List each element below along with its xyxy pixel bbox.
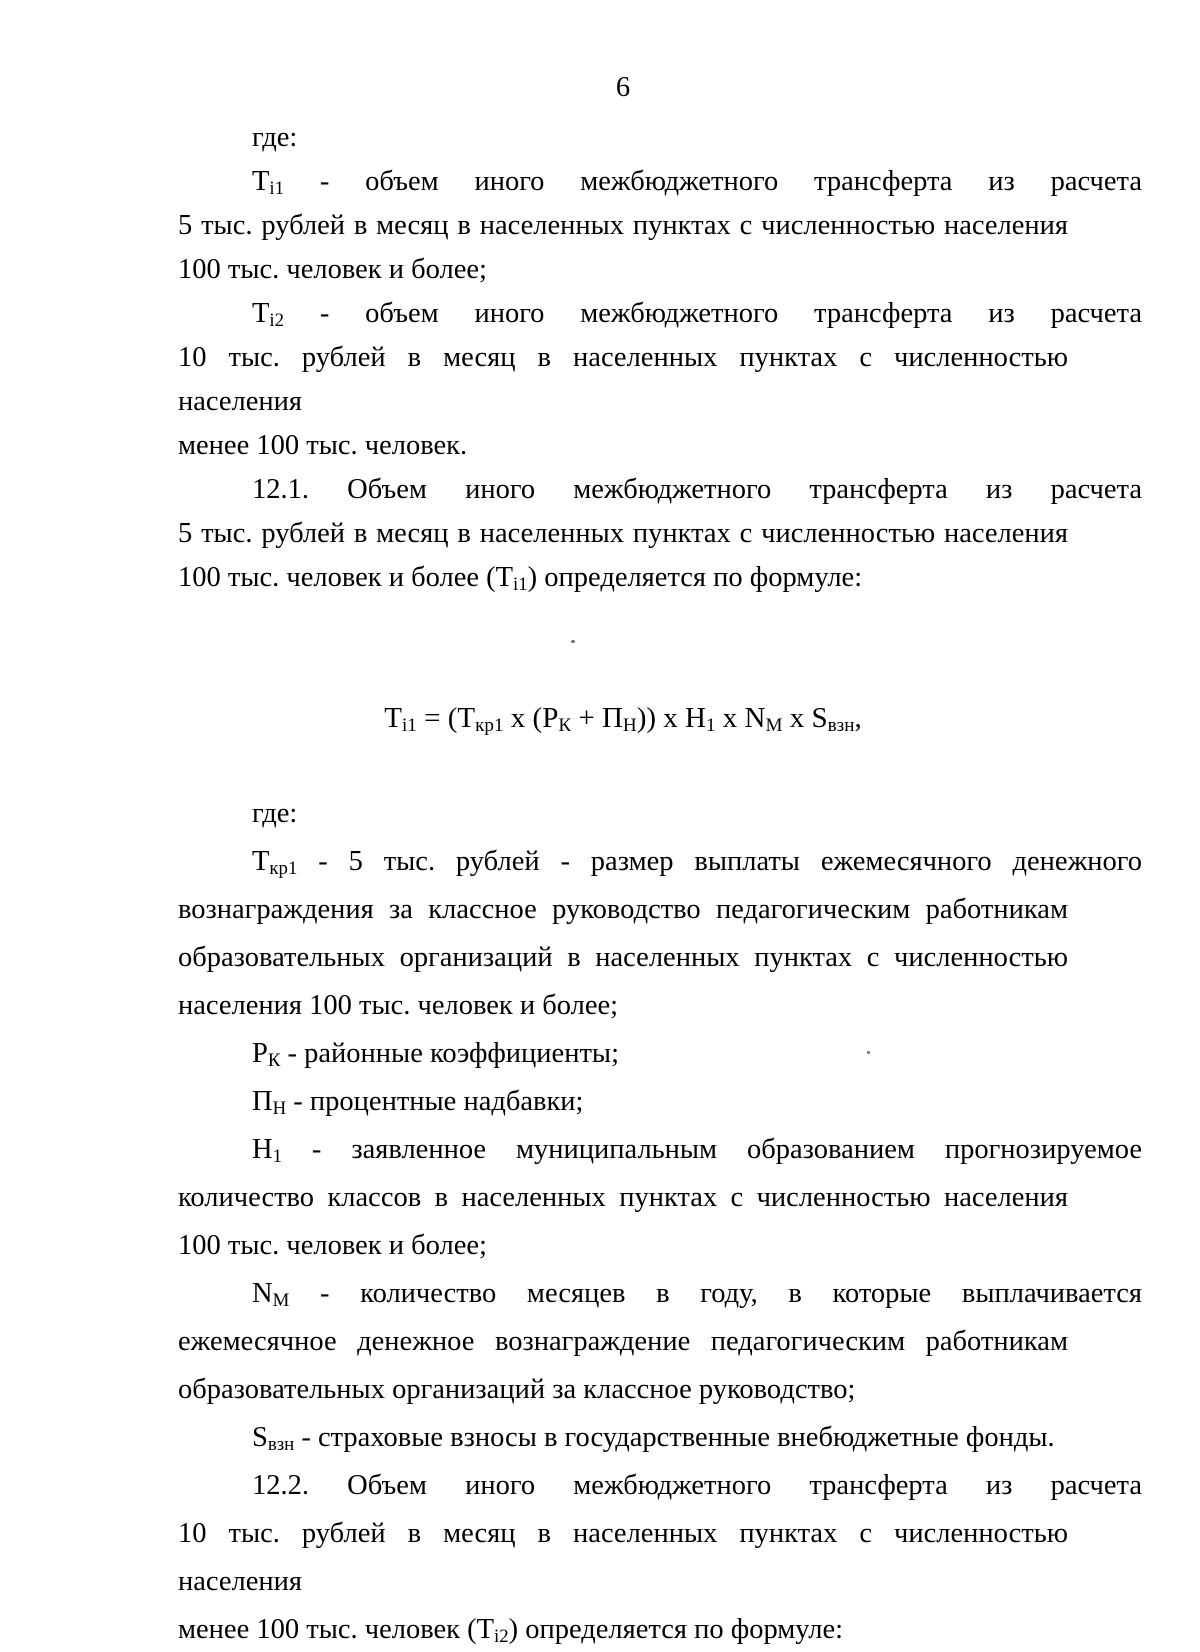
- text-line: 100 тыс. человек и более $(Т_{i1})$ определяется по формуле:: [178, 562, 863, 596]
- text-line: $N_М$ - количество месяцев в году, в которые выплачивается: [252, 1278, 1142, 1312]
- text-line: образовательных организаций в населенных пунктах с численностью: [178, 942, 1068, 973]
- text-line: 100 тыс. человек и более;: [178, 254, 487, 285]
- text-line: количество классов в населенных пунктах с численностью населения: [178, 1182, 1068, 1213]
- text-line: $Т_{кр1} - 5$ тыс. рублей - размер выплаты ежемесячного денежного: [252, 846, 1142, 880]
- scan-artifact-dot: [867, 1051, 870, 1054]
- text-line: где:: [252, 798, 298, 829]
- text-line: населения 100 тыс. человек и более;: [178, 990, 619, 1021]
- text-line: менее 100 тыс. человек.: [178, 430, 468, 461]
- formula-ti1: $Т_{i1} = (Т_{кр1}$ х $(Р_К + П_Н)$) х $Н_1$ х $N_М$ х $S_{взн}$,: [384, 702, 862, 737]
- text-line: вознаграждения за классное руководство педагогическим работникам: [178, 894, 1068, 925]
- text-line: ежемесячное денежное вознаграждение педагогическим работникам: [178, 1326, 1068, 1357]
- text-line: $П_Н$ - процентные надбавки;: [252, 1086, 584, 1120]
- text-line: 5 тыс. рублей в месяц в населенных пунктах с численностью населения: [178, 518, 1068, 549]
- text-line: $Н_1$ - заявленное муниципальным образованием прогнозируемое: [252, 1134, 1142, 1168]
- text-line: $Р_К$ - районные коэффициенты;: [252, 1038, 619, 1072]
- section-transfer-definitions: [178, 116, 1142, 600]
- text-line: 10 тыс. рублей в месяц в населенных пунктах с численностью населения: [178, 342, 1068, 417]
- page-number: 6: [615, 72, 631, 103]
- text-line: где:: [252, 122, 298, 153]
- text-line: образовательных организаций за классное руководство;: [178, 1374, 856, 1405]
- text-column: [0, 72, 1200, 1652]
- text-line: 100 тыс. человек и более;: [178, 1230, 487, 1261]
- text-line: 10 тыс. рублей в месяц в населенных пунктах с численностью населения: [178, 1518, 1068, 1597]
- text-line: менее 100 тыс. человек $(Т_{i2})$ определяется по формуле:: [178, 1614, 844, 1648]
- text-line: 12.1. Объем иного межбюджетного трансферта из расчета: [252, 474, 1142, 505]
- text-line: $Т_{i2}$ - объем иного межбюджетного трансферта из расчета: [252, 298, 1142, 332]
- section-formula-terms: [178, 790, 1142, 1652]
- text-line: 12.2. Объем иного межбюджетного трансферта из расчета: [252, 1470, 1142, 1501]
- text-line: $S_{взн}$ - страховые взносы в государственные внебюджетные фонды.: [252, 1422, 1055, 1456]
- scan-artifact-dot: [571, 640, 575, 643]
- text-line: $Т_{i1}$ - объем иного межбюджетного трансферта из расчета: [252, 166, 1142, 200]
- text-line: 5 тыс. рублей в месяц в населенных пунктах с численностью населения: [178, 210, 1068, 241]
